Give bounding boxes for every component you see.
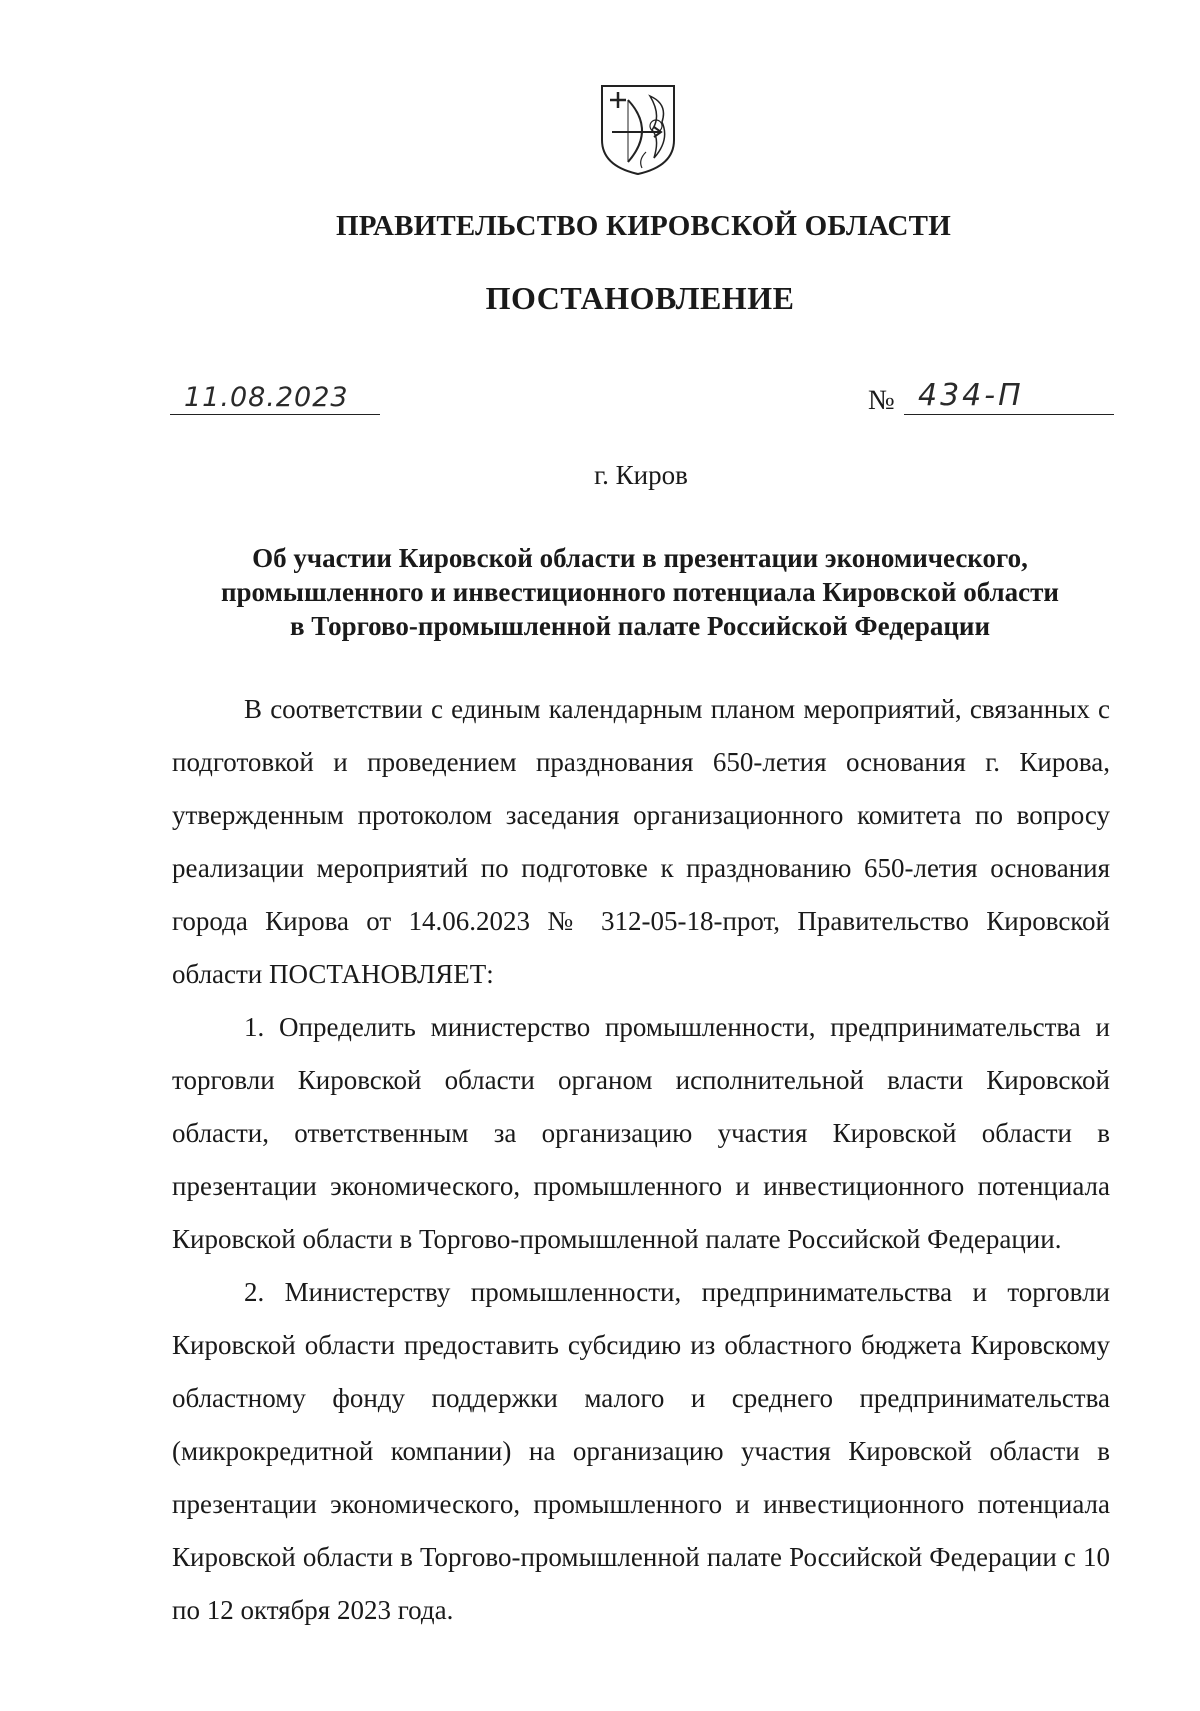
title-line: в Торгово-промышленной палате Российской Федерации bbox=[289, 611, 991, 641]
document-body bbox=[172, 683, 1110, 1637]
city: г. Киров bbox=[594, 460, 688, 490]
title-line: Об участии Кировской области в презентации экономического, bbox=[252, 543, 1028, 573]
document-number: 434-П bbox=[918, 378, 1024, 413]
document-type: ПОСТАНОВЛЕНИЕ bbox=[485, 280, 795, 316]
number-field bbox=[904, 374, 1114, 415]
paragraph-item-1: 1. Определить министерство промышленности, предпринимательства и торговли Кировской области органом исполнительной власти Кировской области, ответственным за организацию участия Кировской области в презентации экономического, промышленного и инвестиционного потенциала Кировской области в Торгово-промышленной палате Российской Федерации. bbox=[172, 1012, 1110, 1254]
organization-name: ПРАВИТЕЛЬСТВО КИРОВСКОЙ ОБЛАСТИ bbox=[335, 210, 951, 242]
paragraph-item-2: 2. Министерству промышленности, предпринимательства и торговли Кировской области предоставить субсидию из областного бюджета Кировскому областному фонду поддержки малого и среднего предпринимательства (микрокредитной компании) на организацию участия Кировской области в презентации экономического, промышленного и инвестиционного потенциала Кировской области в Торгово-промышленной палате Российской Федерации с 10 по 12 октября 2023 года. bbox=[172, 1277, 1110, 1625]
number-label: № bbox=[868, 385, 895, 416]
paragraph-preamble: В соответствии с единым календарным планом мероприятий, связанных с подготовкой и проведением празднования 650-летия основания г. Кирова, утвержденным протоколом заседания организационного комитета по вопросу реализации мероприятий по подготовке к празднованию 650-летия основания города Кирова от 14.06.2023 № 312-05-18-прот, Правительство Кировской области ПОСТАНОВЛЯЕТ: bbox=[172, 694, 1110, 989]
date-field bbox=[170, 378, 380, 415]
document-date: 11.08.2023 bbox=[184, 382, 349, 413]
title-line: промышленного и инвестиционного потенциала Кировской области bbox=[220, 577, 1059, 607]
document-title bbox=[170, 541, 1110, 643]
coat-of-arms-icon bbox=[598, 82, 678, 178]
